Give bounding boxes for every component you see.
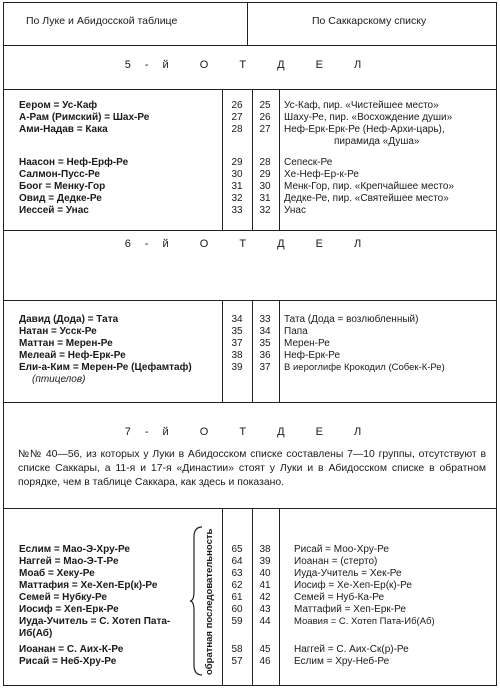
table-row (4, 644, 496, 655)
table-row (4, 568, 496, 579)
row-left: Наасон = Неф-Ерф-Ре (19, 157, 129, 168)
table-row (4, 656, 496, 667)
row-num-right: 35 (259, 338, 271, 349)
section-divider (4, 300, 496, 301)
row-right: Рисай = Моо-Хру-Ре (294, 544, 389, 555)
row-left: Рисай = Неб-Хру-Ре (19, 656, 117, 667)
row-num-left: 60 (231, 604, 243, 615)
row-right: Мерен-Ре (284, 338, 330, 349)
row-left: Давид (Дода) = Тата (19, 314, 119, 325)
row-left: Овид = Дедке-Ре (19, 193, 102, 204)
row-num-left: 30 (231, 169, 243, 180)
section-7-note: №№ 40—56, из которых у Луки в Абидосском списке составлены 7—10 группы, отсутствуют в списке Саккары, а 11-я и 17-я «Династии» стоят у Луки и в Абидосском списке в обратном порядке, чем в таблице Саккара, как здесь и показано. (18, 449, 486, 488)
row-num-left: 29 (231, 157, 243, 168)
row-left: Маттафия = Хе-Хеп-Ер(к)-Ре (19, 580, 158, 591)
row-num-right: 30 (259, 181, 271, 192)
row-num-left: 33 (231, 205, 243, 216)
row-num-right: 33 (259, 314, 271, 325)
row-num-right: 31 (259, 193, 271, 204)
row-num-left: 38 (231, 350, 243, 361)
table-row (4, 112, 496, 123)
row-right: Менк-Гор, пир. «Крепчайшее место» (284, 181, 455, 192)
row-right: Шаху-Ре, пир. «Восхождение души» (284, 112, 453, 123)
section-divider (4, 402, 496, 403)
row-left: Иосиф = Хеп-Ерк-Ре (19, 604, 119, 615)
row-num-right: 46 (259, 656, 271, 667)
row-right: Иуда-Учитель = Хек-Ре (294, 568, 402, 579)
row-num-left: 39 (231, 362, 243, 373)
row-left: Мелеай = Неф-Ерк-Ре (19, 350, 126, 361)
table-row (4, 616, 496, 640)
row-left: Наггей = Мао-Э-Т-Ре (19, 556, 119, 567)
table-row (4, 374, 496, 385)
row-right: Папа (284, 326, 308, 337)
row-num-right: 41 (259, 580, 271, 591)
row-right: Моавия = С. Хотеп Пата-Иб(Аб) (294, 616, 435, 627)
row-right: Семей = Нуб-Ка-Ре (294, 592, 385, 603)
table-row (4, 100, 496, 111)
header-divider (247, 3, 248, 45)
table-row (4, 136, 496, 147)
section-divider (4, 230, 496, 231)
table-row (4, 350, 496, 361)
table-row (4, 169, 496, 180)
table-row (4, 193, 496, 204)
row-left: Моаб = Хеку-Ре (19, 568, 95, 579)
section-title-7: 7-й О Т Д Е Л (124, 426, 376, 438)
table-header (4, 3, 496, 46)
table-row (4, 326, 496, 337)
table-row (4, 592, 496, 603)
table-row (4, 157, 496, 168)
table-row (4, 181, 496, 192)
row-num-right: 29 (259, 169, 271, 180)
row-right: Неф-Ерк-Ре (284, 350, 341, 361)
table-row (4, 124, 496, 135)
table-row (4, 314, 496, 325)
row-num-right: 45 (259, 644, 271, 655)
row-left: (птицелов) (32, 374, 86, 385)
table-row (4, 604, 496, 615)
table-row (4, 362, 496, 373)
row-right: Хе-Неф-Ер-к-Ре (284, 169, 359, 180)
row-left: Иоанан = С. Аих-К-Ре (19, 644, 124, 655)
row-right: Ус-Каф, пир. «Чистейшее место» (284, 100, 439, 111)
row-left: Ами-Надав = Кака (19, 124, 108, 135)
section-title-6: 6-й О Т Д Е Л (124, 238, 376, 250)
row-right: Маттафий = Хеп-Ерк-Ре (294, 604, 406, 615)
row-num-left: 37 (231, 338, 243, 349)
row-num-right: 25 (259, 100, 271, 111)
row-right: Унас (284, 205, 306, 216)
row-num-left: 28 (231, 124, 243, 135)
row-num-right: 27 (259, 124, 271, 135)
table-row (4, 556, 496, 567)
row-num-right: 38 (259, 544, 271, 555)
row-left: Еслим = Мао-Э-Хру-Ре (19, 544, 130, 555)
header-right: По Саккарскому списку (312, 15, 427, 27)
row-num-left: 62 (231, 580, 243, 591)
document-page (3, 2, 497, 686)
row-right: Сепеск-Ре (284, 157, 333, 168)
row-right: В иероглифе Крокодил (Собек-К-Ре) (284, 362, 445, 373)
section-divider (4, 508, 496, 509)
row-left: Боог = Менку-Гор (19, 181, 106, 192)
row-num-right: 43 (259, 604, 271, 615)
row-num-left: 26 (231, 100, 243, 111)
row-num-right: 37 (259, 362, 271, 373)
row-right: Тата (Дода = возлюбленный) (284, 314, 419, 325)
row-left: Иессей = Унас (19, 205, 89, 216)
row-left: Семей = Нубку-Ре (19, 592, 107, 603)
row-right: Дедке-Ре, пир. «Святейшее место» (284, 193, 449, 204)
table-row (4, 205, 496, 216)
row-num-left: 57 (231, 656, 243, 667)
row-num-right: 42 (259, 592, 271, 603)
row-right: Иоанан = (стерто) (294, 556, 378, 567)
row-left: Еером = Ус-Каф (19, 100, 98, 111)
row-num-right: 34 (259, 326, 271, 337)
reverse-order-label: обратная последовательность (204, 528, 215, 675)
table-row (4, 580, 496, 591)
row-num-right: 44 (259, 616, 271, 627)
row-right: Наггей = С. Аих-Ск(р)-Ре (294, 644, 409, 655)
row-left: Иуда-Учитель = С. Хотеп Пата-Иб(Аб) (19, 616, 171, 639)
row-num-left: 34 (231, 314, 243, 325)
row-num-right: 40 (259, 568, 271, 579)
table-row (4, 338, 496, 349)
row-num-right: 32 (259, 205, 271, 216)
row-num-left: 35 (231, 326, 243, 337)
row-num-left: 32 (231, 193, 243, 204)
header-left: По Луке и Абидосской таблице (26, 15, 178, 27)
row-left: Ели-а-Ким = Мерен-Ре (Цефамтаф) (19, 362, 192, 373)
row-left: Салмон-Пусс-Ре (19, 169, 100, 180)
row-right: пирамида «Душа» (334, 136, 420, 147)
row-num-right: 39 (259, 556, 271, 567)
row-num-right: 36 (259, 350, 271, 361)
row-num-left: 58 (231, 644, 243, 655)
row-num-left: 59 (231, 616, 243, 627)
row-right: Еслим = Хру-Неб-Ре (294, 656, 390, 667)
row-num-right: 28 (259, 157, 271, 168)
row-num-left: 61 (231, 592, 243, 603)
row-left: А-Рам (Римский) = Шах-Ре (19, 112, 150, 123)
row-left: Маттан = Мерен-Ре (19, 338, 113, 349)
section-divider (4, 89, 496, 90)
row-num-left: 65 (231, 544, 243, 555)
row-num-left: 64 (231, 556, 243, 567)
row-num-left: 31 (231, 181, 243, 192)
row-right: Иосиф = Хе-Хеп-Ер(к)-Ре (294, 580, 412, 591)
table-row (4, 544, 496, 555)
row-left: Натан = Усск-Ре (19, 326, 97, 337)
row-right: Неф-Ерк-Ерк-Ре (Неф-Архи-царь), (284, 124, 445, 135)
section-title-5: 5-й О Т Д Е Л (124, 59, 376, 71)
row-num-left: 63 (231, 568, 243, 579)
row-num-right: 26 (259, 112, 271, 123)
row-num-left: 27 (231, 112, 243, 123)
